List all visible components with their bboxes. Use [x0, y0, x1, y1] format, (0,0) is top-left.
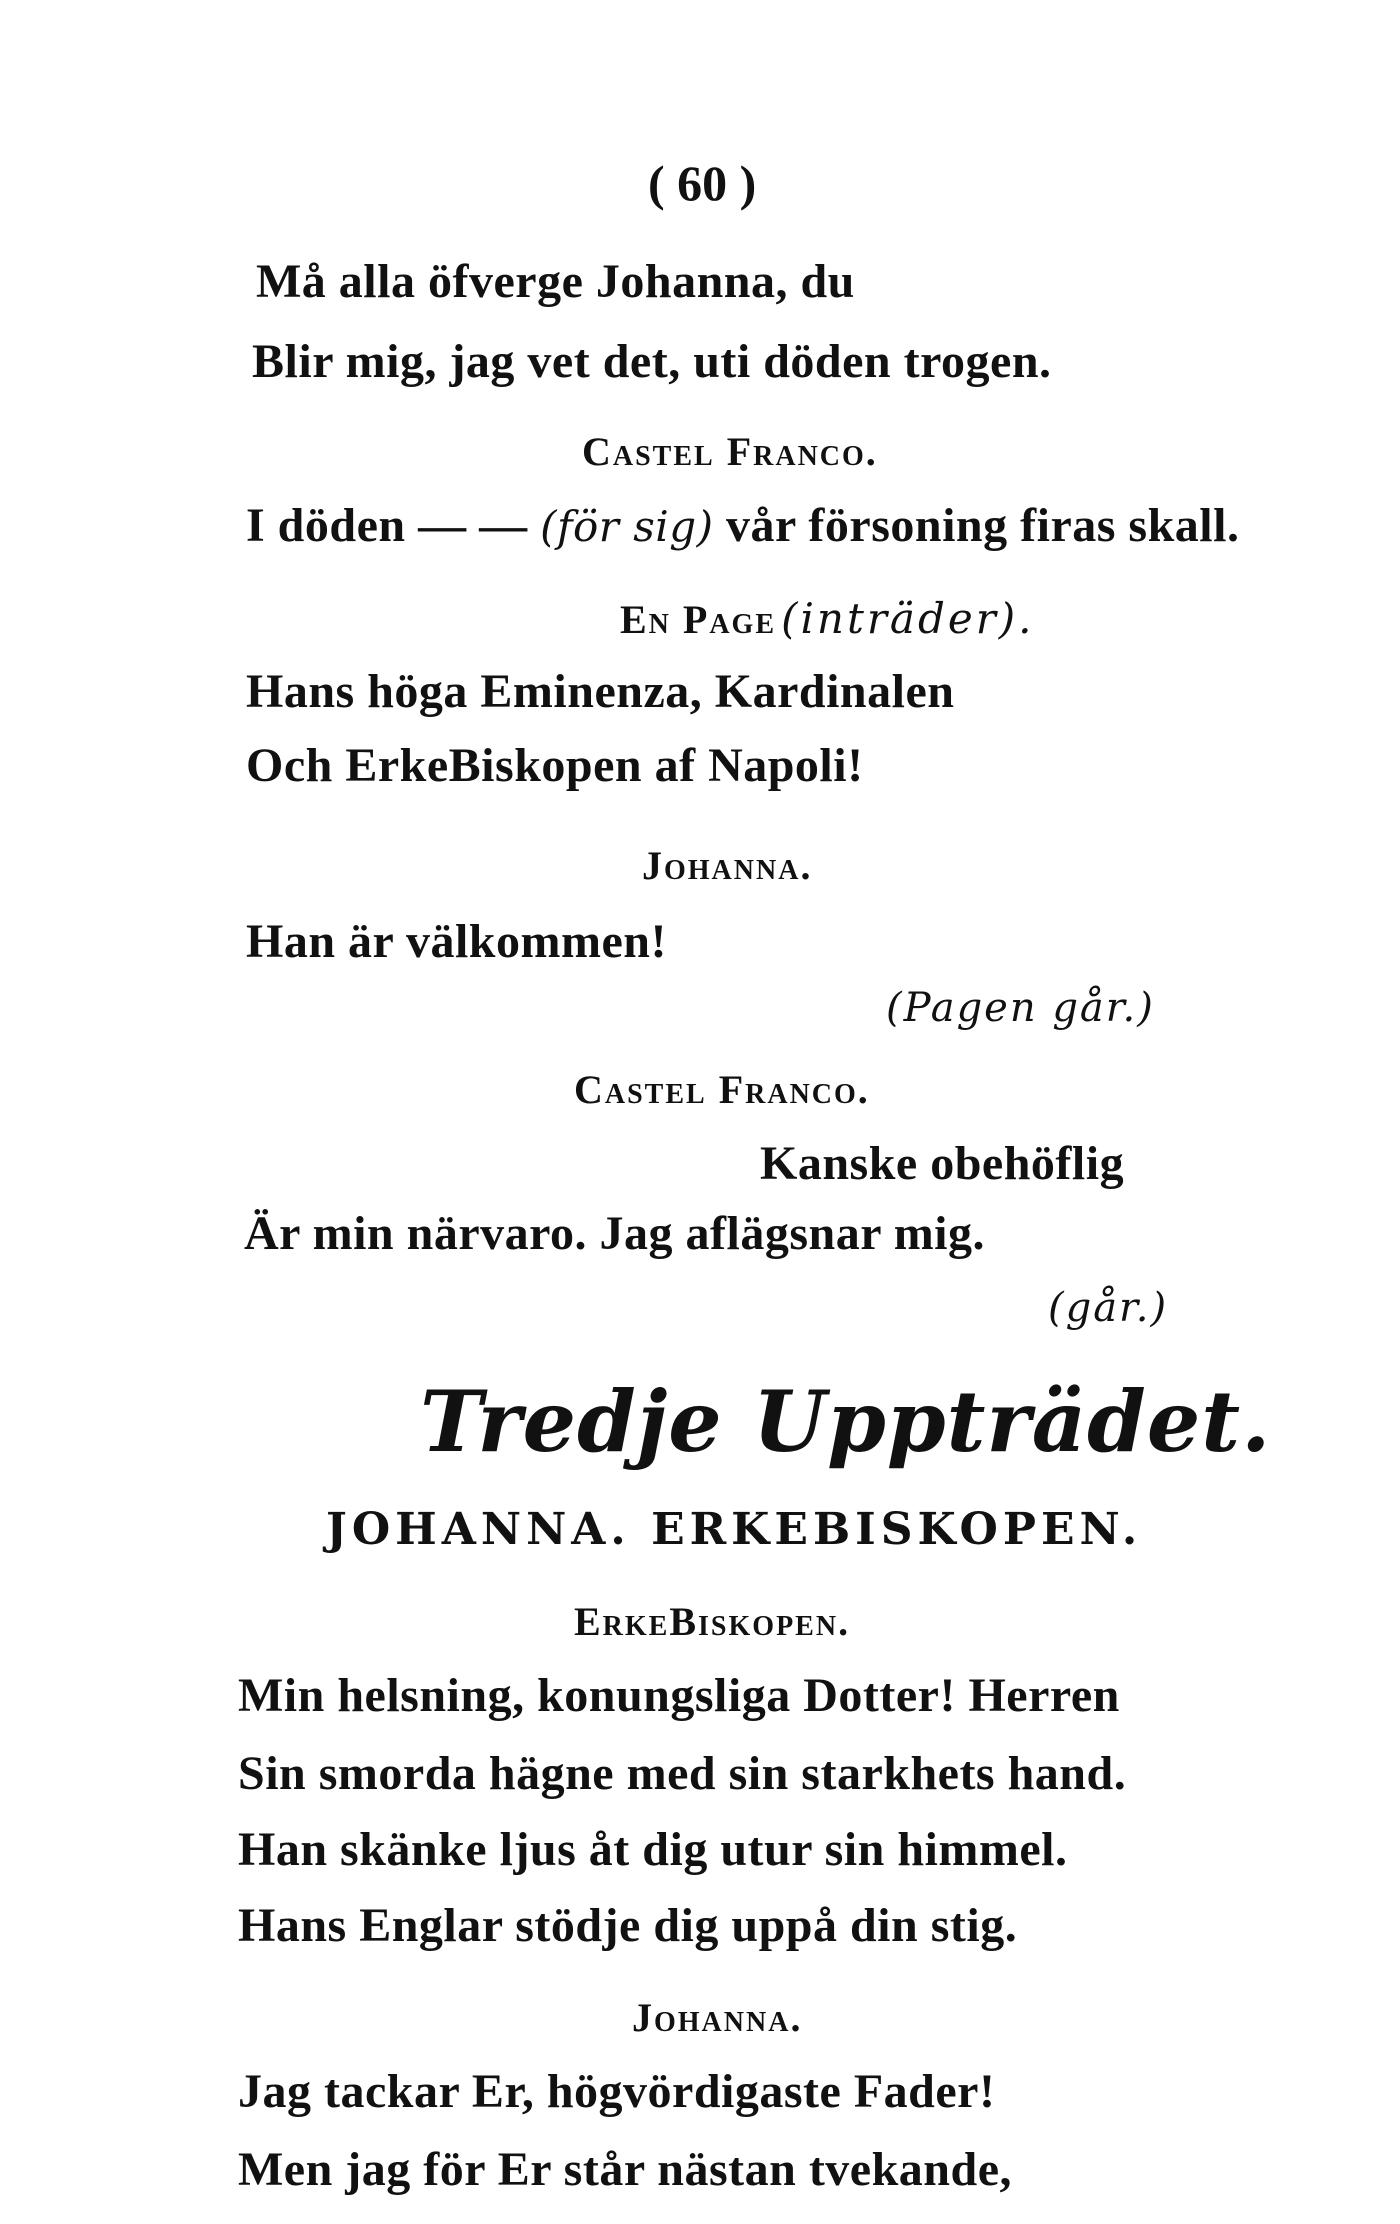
verse-line	[246, 499, 1240, 552]
speaker-name: ErkeBiskopen.	[574, 1599, 851, 1644]
verse-line: Men jag för Er står nästan tvekande,	[238, 2143, 1012, 2196]
speaker-name: Castel Franco.	[574, 1067, 870, 1112]
verse-line: Hans höga Eminenza, Kardinalen	[246, 665, 955, 718]
verse-line: Blir mig, jag vet det, uti döden trogen.	[252, 335, 1052, 388]
verse-text: I döden — —	[246, 499, 528, 552]
speaker-line	[620, 594, 1035, 643]
stage-direction: (går.)	[1048, 1285, 1169, 1331]
scene-title: Tredje Uppträdet.	[420, 1372, 1272, 1471]
verse-line: Han skänke ljus åt dig utur sin himmel.	[238, 1823, 1068, 1876]
speaker-name: Johanna.	[632, 1995, 803, 2040]
stage-direction: (för sig)	[540, 502, 714, 551]
verse-line: Han är välkommen!	[246, 915, 667, 968]
verse-line: Hans Englar stödje dig uppå din stig.	[238, 1899, 1018, 1952]
verse-line: Kanske obehöflig	[760, 1137, 1125, 1190]
verse-line: Jag tackar Er, högvördigaste Fader!	[238, 2065, 996, 2118]
verse-line: Sin smorda hägne med sin starkhets hand.	[238, 1747, 1127, 1800]
verse-line: Är min närvaro. Jag aflägsnar mig.	[244, 1207, 986, 1260]
cast-list: JOHANNA. ERKEBISKOPEN.	[326, 1504, 1143, 1555]
verse-line: Må alla öfverge Johanna, du	[256, 255, 855, 308]
verse-line: Och ErkeBiskopen af Napoli!	[246, 739, 864, 792]
verse-line: Min helsning, konungsliga Dotter! Herren	[238, 1669, 1120, 1722]
speaker-name: Castel Franco.	[582, 429, 878, 474]
stage-direction: (inträder).	[781, 594, 1035, 643]
verse-text: vår försoning firas skall.	[725, 499, 1240, 552]
page-number: ( 60 )	[648, 155, 757, 211]
stage-direction: (Pagen går.)	[886, 985, 1155, 1031]
speaker-name: En Page	[620, 597, 777, 642]
speaker-name: Johanna.	[642, 843, 813, 888]
